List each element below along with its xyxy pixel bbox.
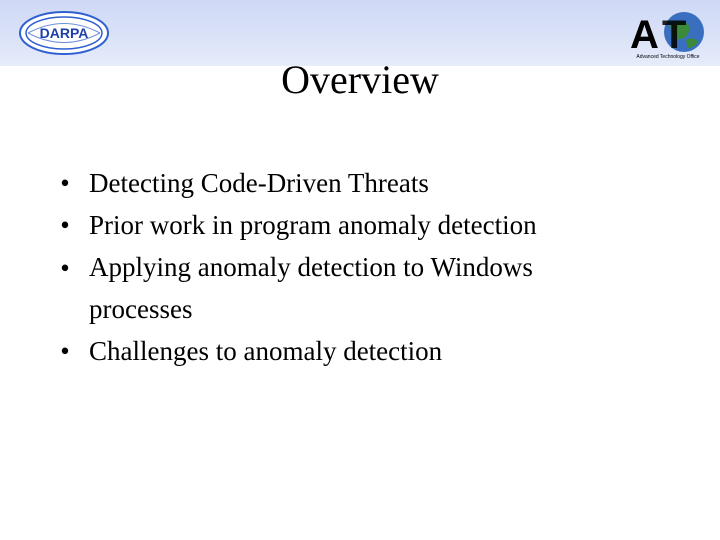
bullet-icon: • [60, 210, 70, 240]
bullet-icon: • [60, 168, 70, 198]
ato-logo-caption: Advanced Technology Office [636, 54, 700, 60]
darpa-logo [18, 10, 110, 56]
bullet-text: Detecting Code-Driven Threats [89, 168, 429, 198]
bullet-text: Applying anomaly detection to Windows processes [89, 252, 533, 324]
darpa-logo-text: DARPA [39, 25, 89, 41]
bullet-item [55, 330, 695, 372]
bullet-item [55, 162, 695, 204]
ato-logo [626, 4, 710, 60]
svg-text:A: A [630, 13, 659, 57]
bullet-text: Prior work in program anomaly detection [89, 210, 537, 240]
bullet-item [55, 204, 695, 246]
bullet-text: Challenges to anomaly detection [89, 336, 443, 366]
bullet-icon: • [60, 336, 70, 366]
bullet-icon: • [60, 253, 70, 283]
slide-title: Overview [281, 57, 439, 102]
bullet-list [55, 162, 695, 372]
svg-text:T: T [662, 13, 687, 57]
bullet-item [55, 246, 695, 330]
